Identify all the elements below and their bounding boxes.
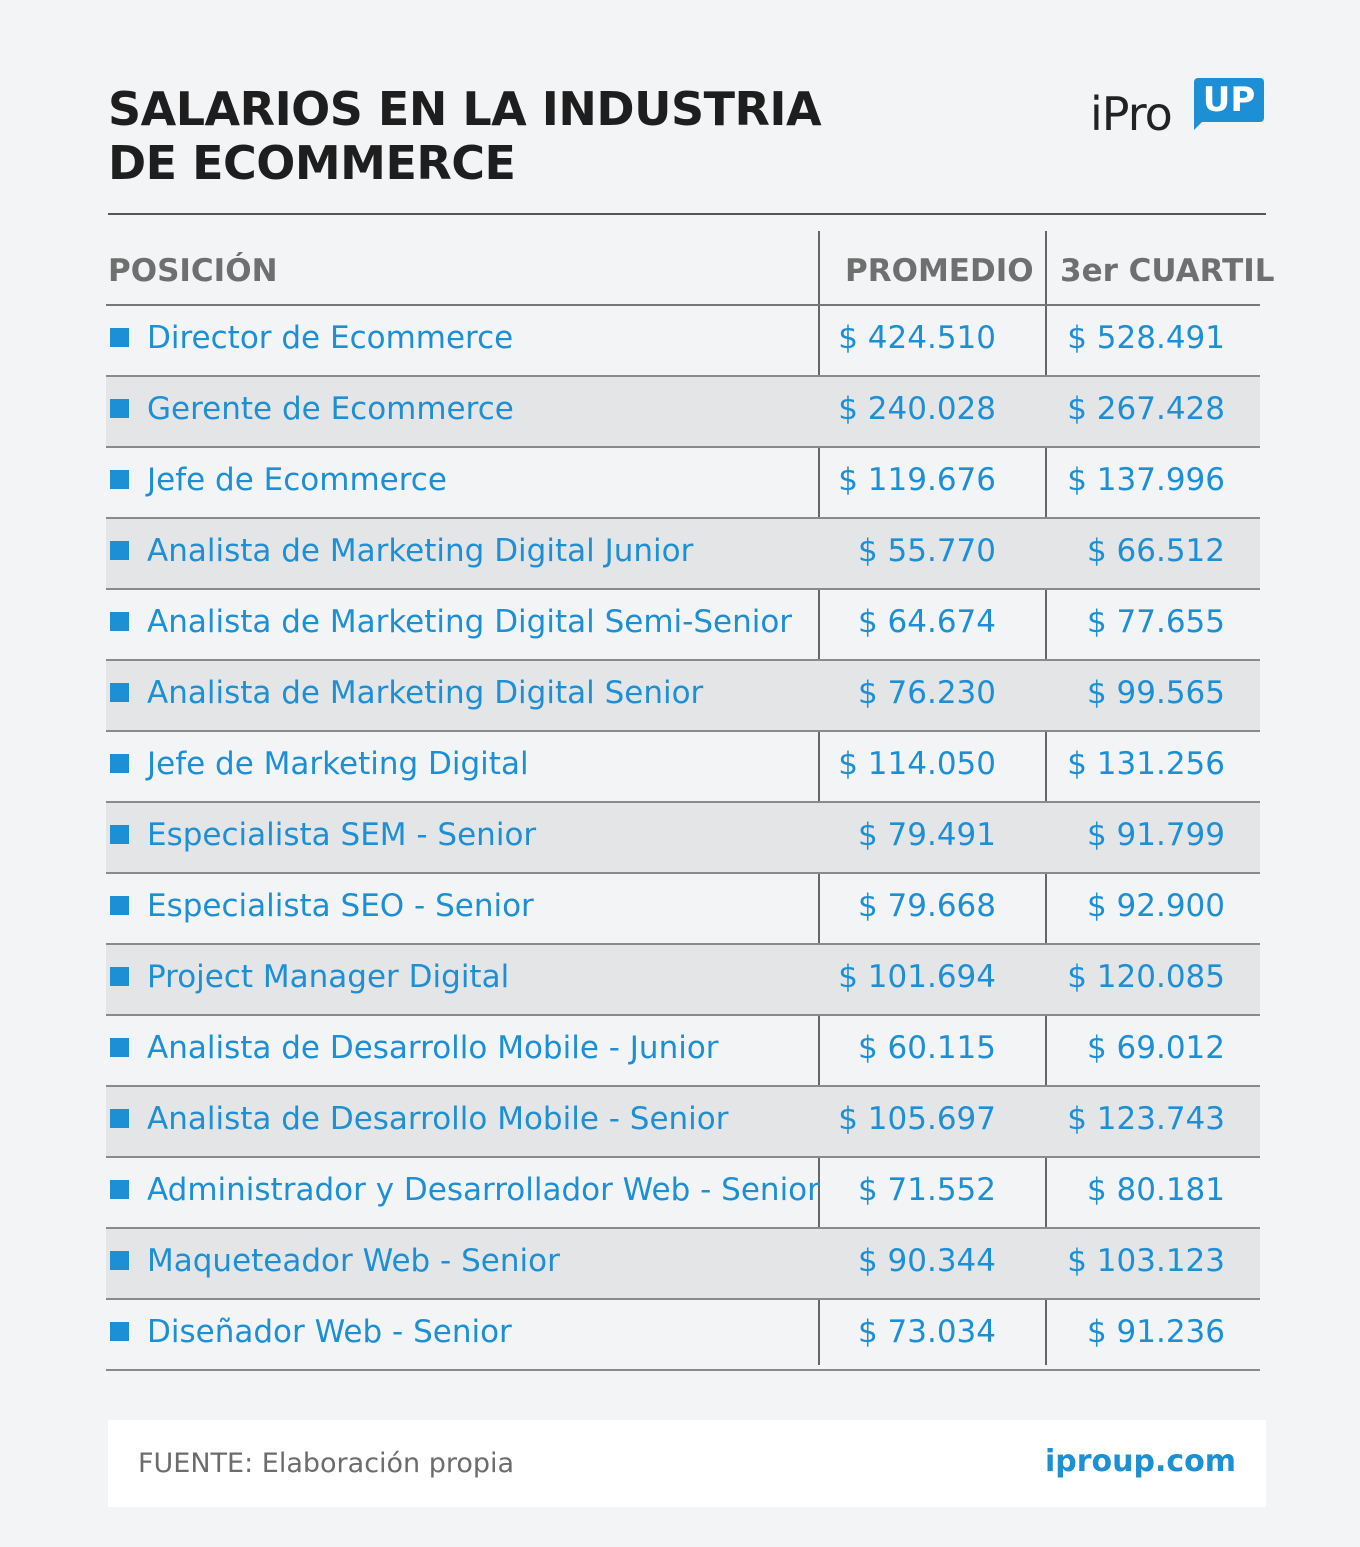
tercer-cuartil-value: $ 267.428 — [1067, 391, 1225, 427]
position-label: Especialista SEO - Senior — [147, 888, 534, 924]
position-label: Jefe de Ecommerce — [147, 462, 447, 498]
position-label: Analista de Desarrollo Mobile - Senior — [147, 1101, 729, 1137]
header-promedio: PROMEDIO — [845, 253, 1034, 289]
footer-site-link[interactable]: iproup.com — [1044, 1444, 1236, 1479]
promedio-value: $ 60.115 — [857, 1030, 996, 1066]
table-row — [106, 306, 1260, 377]
table-row — [106, 448, 1260, 519]
table-header — [106, 235, 1275, 306]
position-label: Analista de Marketing Digital Senior — [147, 675, 704, 711]
title-line-2: DE ECOMMERCE — [108, 136, 516, 190]
table-body — [106, 306, 1260, 1371]
promedio-value: $ 79.491 — [857, 817, 996, 853]
square-bullet-icon — [110, 1251, 129, 1270]
promedio-value: $ 424.510 — [838, 320, 996, 356]
tercer-cuartil-value: $ 131.256 — [1067, 746, 1225, 782]
table-row — [106, 377, 1260, 448]
promedio-value: $ 101.694 — [838, 959, 996, 995]
position-label: Analista de Marketing Digital Semi-Senior — [147, 604, 793, 640]
position-label: Maqueteador Web - Senior — [147, 1243, 560, 1279]
iproup-logo — [1090, 78, 1270, 140]
position-label: Especialista SEM - Senior — [147, 817, 537, 853]
promedio-value: $ 71.552 — [857, 1172, 996, 1208]
table-row — [106, 945, 1260, 1016]
title-line-1: SALARIOS EN LA INDUSTRIA — [108, 82, 822, 136]
tercer-cuartil-value: $ 80.181 — [1086, 1172, 1225, 1208]
promedio-value: $ 240.028 — [838, 391, 996, 427]
footer-source: FUENTE: Elaboración propia — [138, 1448, 515, 1479]
square-bullet-icon — [110, 1038, 129, 1057]
square-bullet-icon — [110, 754, 129, 773]
tercer-cuartil-value: $ 120.085 — [1067, 959, 1225, 995]
position-label: Director de Ecommerce — [147, 320, 514, 356]
promedio-value: $ 73.034 — [857, 1314, 996, 1350]
square-bullet-icon — [110, 1109, 129, 1128]
logo-badge: UP — [1194, 78, 1264, 122]
square-bullet-icon — [110, 470, 129, 489]
square-bullet-icon — [110, 328, 129, 347]
promedio-value: $ 90.344 — [857, 1243, 996, 1279]
tercer-cuartil-value: $ 99.565 — [1086, 675, 1225, 711]
table-row — [106, 803, 1260, 874]
tercer-cuartil-value: $ 91.799 — [1086, 817, 1225, 853]
tercer-cuartil-value: $ 528.491 — [1067, 320, 1225, 356]
promedio-value: $ 105.697 — [838, 1101, 996, 1137]
table-row — [106, 590, 1260, 661]
square-bullet-icon — [110, 399, 129, 418]
table-row — [106, 661, 1260, 732]
position-label: Project Manager Digital — [147, 959, 510, 995]
position-label: Analista de Desarrollo Mobile - Junior — [147, 1030, 719, 1066]
position-label: Administrador y Desarrollador Web - Senior — [147, 1172, 820, 1208]
square-bullet-icon — [110, 683, 129, 702]
tercer-cuartil-value: $ 123.743 — [1067, 1101, 1225, 1137]
square-bullet-icon — [110, 896, 129, 915]
tercer-cuartil-value: $ 66.512 — [1086, 533, 1225, 569]
tercer-cuartil-value: $ 103.123 — [1067, 1243, 1225, 1279]
table-row — [106, 1016, 1260, 1087]
header-tercer-cuartil: 3er CUARTIL — [1060, 253, 1275, 289]
logo-text: iPro — [1090, 87, 1172, 141]
header-posicion: POSICIÓN — [108, 253, 278, 289]
logo-badge-tail — [1194, 118, 1206, 130]
table-row — [106, 874, 1260, 945]
table-row — [106, 1087, 1260, 1158]
promedio-value: $ 76.230 — [857, 675, 996, 711]
position-label: Diseñador Web - Senior — [147, 1314, 512, 1350]
tercer-cuartil-value: $ 91.236 — [1086, 1314, 1225, 1350]
position-label: Gerente de Ecommerce — [147, 391, 514, 427]
position-label: Analista de Marketing Digital Junior — [147, 533, 694, 569]
position-label: Jefe de Marketing Digital — [147, 746, 529, 782]
promedio-value: $ 79.668 — [857, 888, 996, 924]
tercer-cuartil-value: $ 92.900 — [1086, 888, 1225, 924]
table-row — [106, 1158, 1260, 1229]
tercer-cuartil-value: $ 69.012 — [1086, 1030, 1225, 1066]
title-divider — [108, 213, 1266, 215]
table-row — [106, 1229, 1260, 1300]
tercer-cuartil-value: $ 137.996 — [1067, 462, 1225, 498]
square-bullet-icon — [110, 967, 129, 986]
square-bullet-icon — [110, 1180, 129, 1199]
table-row — [106, 519, 1260, 590]
page-title — [108, 82, 828, 190]
square-bullet-icon — [110, 1322, 129, 1341]
square-bullet-icon — [110, 825, 129, 844]
table-row — [106, 1300, 1260, 1371]
promedio-value: $ 119.676 — [838, 462, 996, 498]
promedio-value: $ 55.770 — [857, 533, 996, 569]
promedio-value: $ 64.674 — [857, 604, 996, 640]
tercer-cuartil-value: $ 77.655 — [1086, 604, 1225, 640]
salary-table — [106, 235, 1275, 1371]
promedio-value: $ 114.050 — [838, 746, 996, 782]
square-bullet-icon — [110, 541, 129, 560]
footer — [108, 1420, 1266, 1507]
table-row — [106, 732, 1260, 803]
square-bullet-icon — [110, 612, 129, 631]
